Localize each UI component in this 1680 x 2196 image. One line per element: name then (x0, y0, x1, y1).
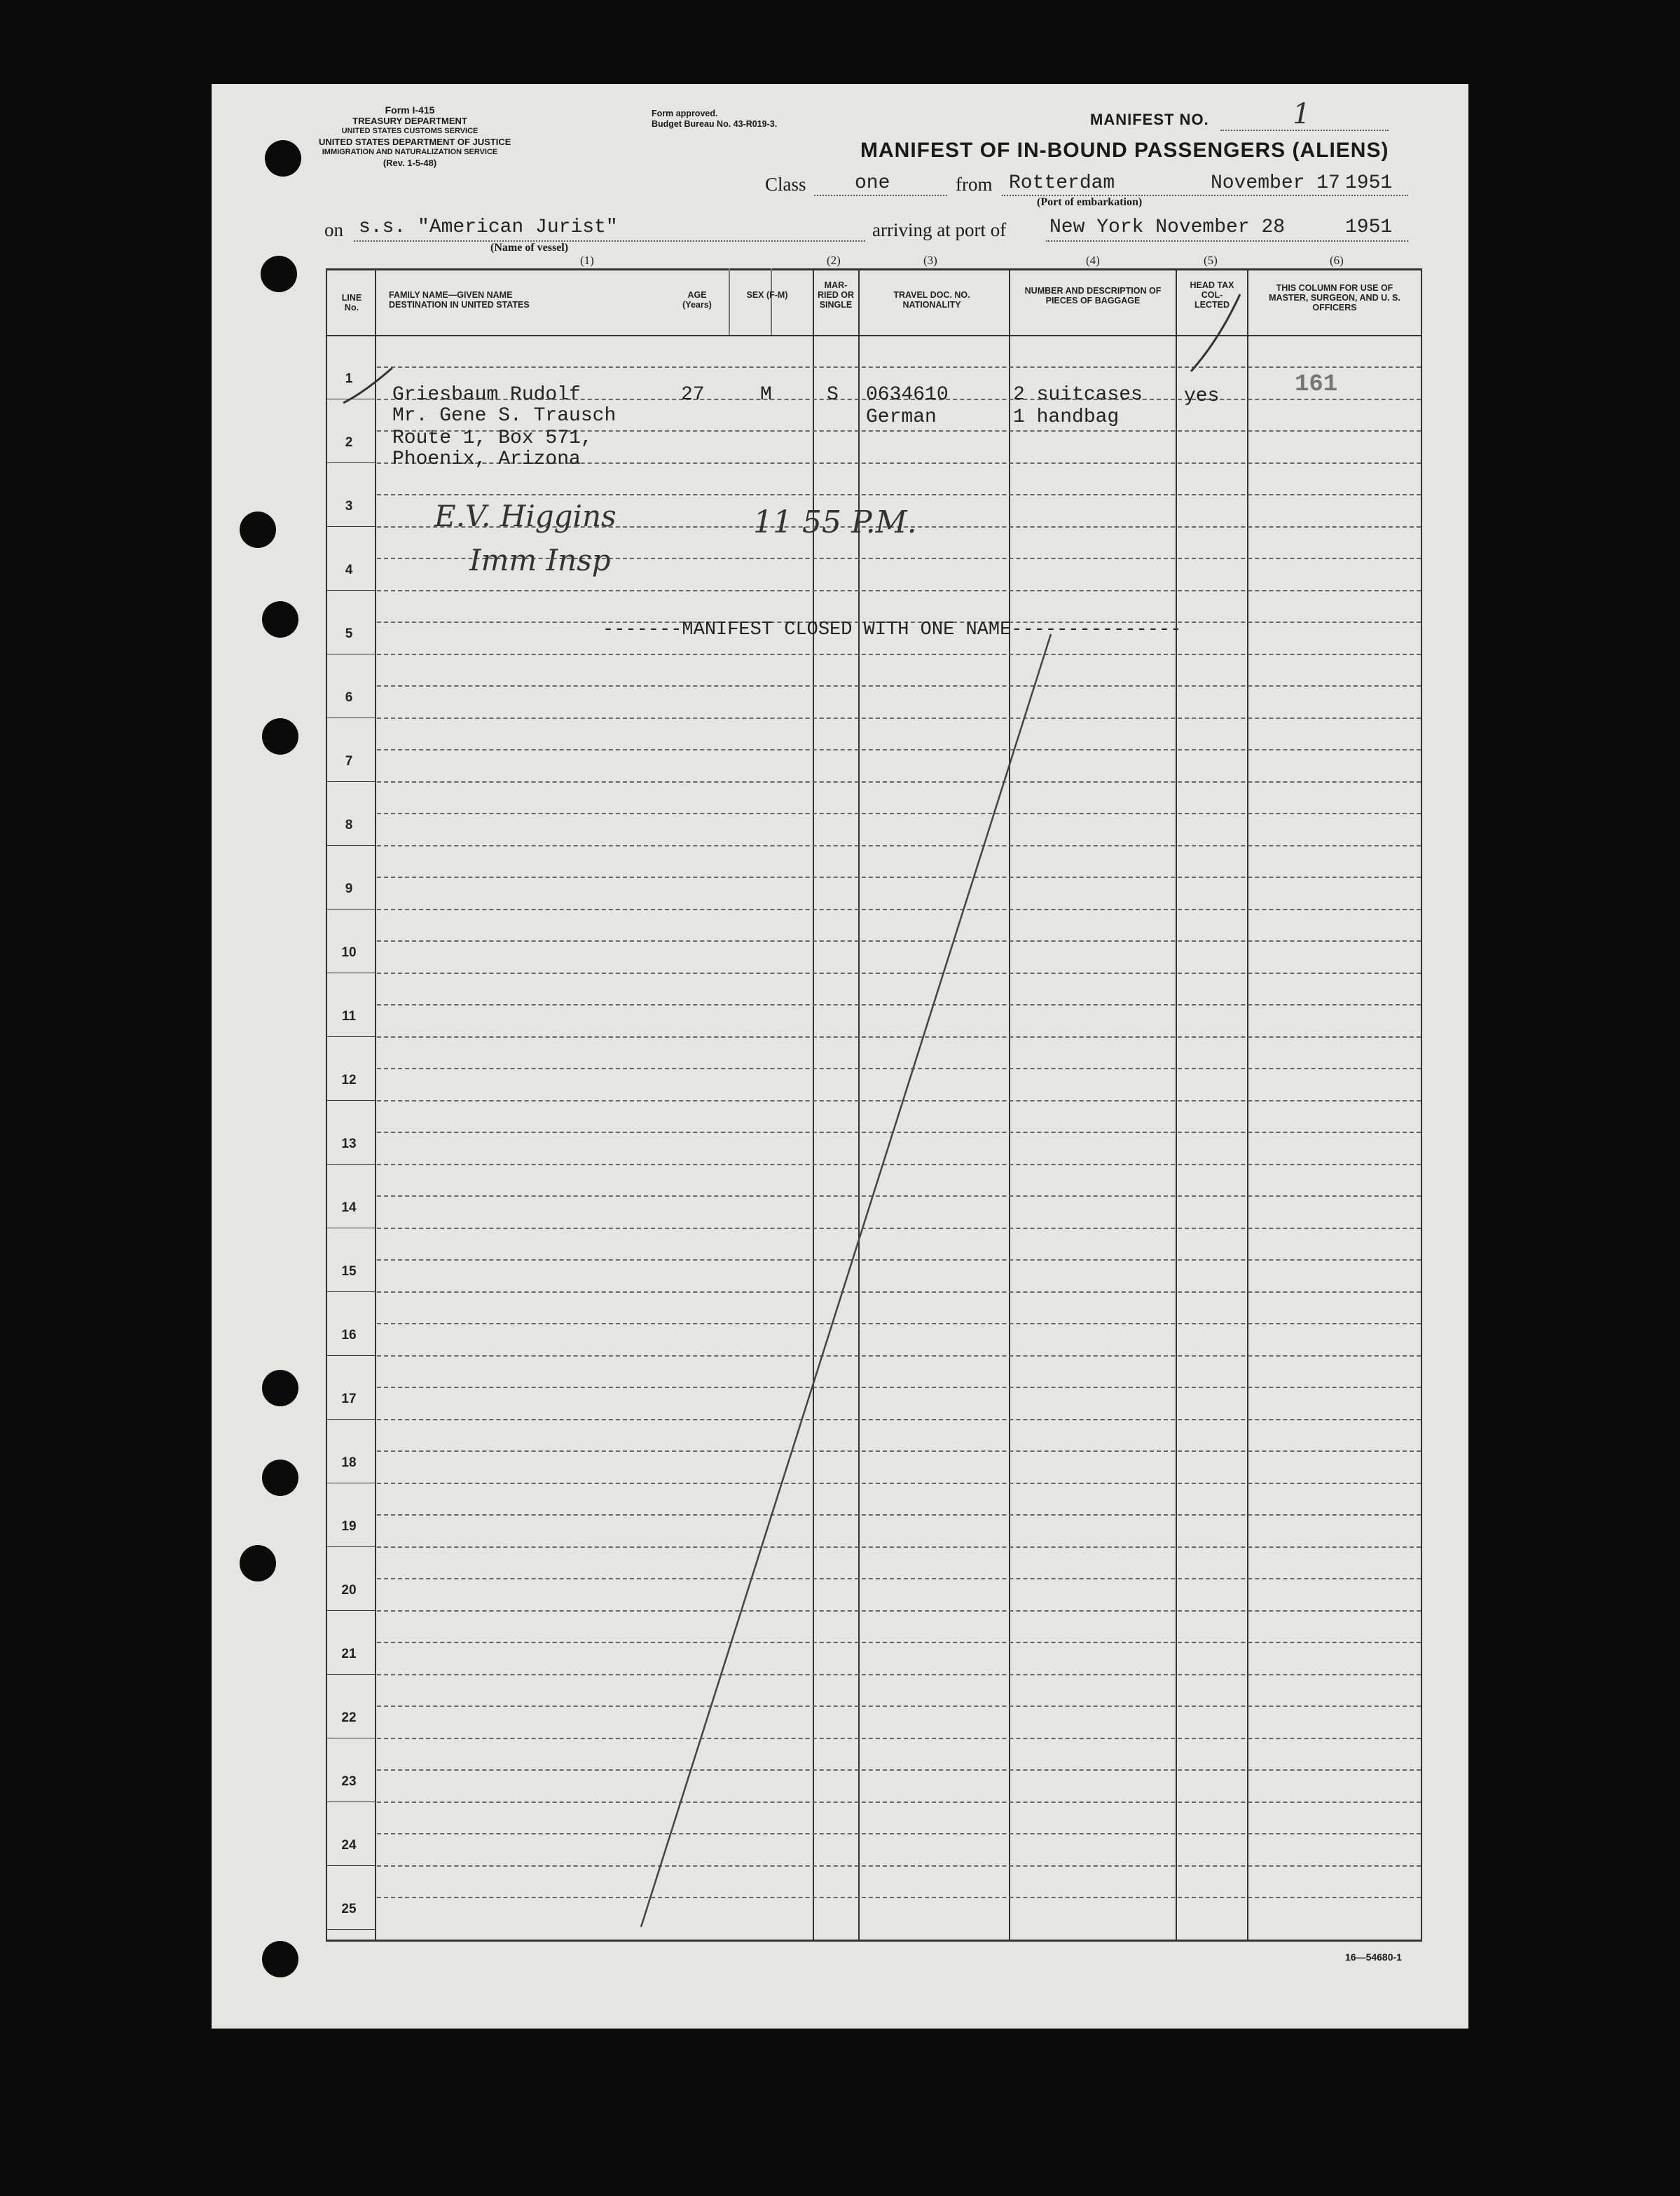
line-number: 21 (341, 1647, 357, 1661)
column-number: (4) (1086, 254, 1100, 267)
on-label: on (324, 219, 343, 240)
line-no-rule (326, 1164, 375, 1165)
line-no-rule (326, 845, 375, 846)
header-baggage: NUMBER AND DESCRIPTION OF PIECES OF BAGGAGE (1024, 286, 1162, 306)
row-rule (377, 494, 1421, 495)
binder-hole (261, 256, 297, 292)
line-number: 10 (341, 945, 357, 960)
line-no-rule (326, 590, 375, 591)
column-number: (5) (1204, 254, 1218, 267)
header-sex: SEX (F-M) (746, 290, 788, 300)
passenger-name: Griesbaum Rudolf (392, 384, 581, 406)
line-no-rule (326, 1610, 375, 1611)
line-no-rule (326, 462, 375, 463)
line-no-rule (326, 909, 375, 910)
page-title: MANIFEST OF IN-BOUND PASSENGERS (ALIENS) (860, 139, 1389, 162)
table-right-rule (1421, 268, 1422, 1941)
from-value: Rotterdam (1009, 172, 1115, 194)
line-number: 14 (341, 1200, 357, 1215)
class-line (814, 195, 947, 196)
customs-service: UNITED STATES CUSTOMS SERVICE (341, 127, 478, 135)
inspector-title: Imm Insp (469, 543, 611, 577)
passenger-age: 27 (681, 384, 705, 406)
binder-hole (262, 1370, 298, 1406)
line-number: 6 (345, 690, 353, 705)
table-bottom-rule (326, 1940, 1422, 1942)
header-bottom-rule (326, 335, 1422, 336)
row-rule (377, 366, 1421, 368)
line-no-rule (326, 1419, 375, 1420)
line-number: 25 (341, 1902, 357, 1916)
line-no-rule (326, 1674, 375, 1675)
destination-line-1: Mr. Gene S. Trausch (392, 405, 617, 427)
binder-hole (265, 140, 301, 177)
line-no-rule (326, 1100, 375, 1101)
vessel-caption: (Name of vessel) (490, 242, 569, 254)
revision-date: (Rev. 1-5-48) (383, 158, 437, 168)
line-number: 18 (341, 1455, 357, 1470)
arrival-value: New York November 28 (1049, 217, 1286, 238)
line-no-rule (326, 1546, 375, 1547)
column-divider (771, 268, 772, 335)
header-travel-doc: TRAVEL DOC. NO. NATIONALITY (893, 290, 970, 310)
column-number: (6) (1330, 254, 1344, 267)
line-no-rule (326, 526, 375, 527)
vessel-line (354, 240, 865, 242)
line-number: 2 (345, 435, 353, 450)
header-officers: THIS COLUMN FOR USE OF MASTER, SURGEON, AND U. S. OFFICERS (1269, 283, 1400, 313)
header-line-no: LINE No. (341, 293, 362, 313)
destination-line-2: Route 1, Box 571, (392, 427, 593, 449)
line-number: 4 (345, 563, 353, 577)
column-number: (2) (827, 254, 841, 267)
officer-note: 161 (1295, 371, 1338, 398)
column-divider (729, 268, 730, 335)
nationality: German (866, 406, 937, 428)
arrival-year: 1951 (1345, 217, 1393, 238)
line-number: 19 (341, 1519, 357, 1534)
line-number: 12 (341, 1073, 357, 1087)
line-number: 3 (345, 499, 353, 514)
form-number: Form I-415 (385, 104, 435, 116)
form-code: 16—54680-1 (1345, 1951, 1402, 1963)
line-no-rule (326, 781, 375, 782)
manifest-closed-notice: -------MANIFEST CLOSED WITH ONE NAME--------------- (603, 619, 1182, 640)
arrival-line (1046, 240, 1408, 242)
manifest-no-value: 1 (1293, 98, 1311, 130)
column-number: (3) (923, 254, 937, 267)
port-caption: (Port of embarkation) (1037, 196, 1143, 208)
binder-hole (262, 601, 298, 638)
line-number: 13 (341, 1137, 357, 1151)
line-number: 5 (345, 626, 353, 641)
line-number: 23 (341, 1774, 357, 1789)
table-left-rule (326, 268, 327, 1941)
line-number: 15 (341, 1264, 357, 1279)
line-number: 9 (345, 881, 353, 896)
from-label: from (956, 174, 993, 195)
header-married: MAR-RIED OR SINGLE (817, 280, 855, 310)
inspector-signature: E.V. Higgins (434, 499, 617, 533)
strike-line (631, 631, 1065, 1934)
line-number: 20 (341, 1583, 357, 1598)
header-name-destination: FAMILY NAME—GIVEN NAME DESTINATION IN UNITED STATES (389, 290, 530, 310)
column-divider (1247, 268, 1248, 1941)
line-number: 1 (345, 371, 353, 386)
line-no-rule (326, 1929, 375, 1930)
baggage-line-1: 2 suitcases (1013, 384, 1143, 406)
treasury-dept: TREASURY DEPARTMENT (352, 116, 467, 126)
line-number: 11 (341, 1009, 357, 1024)
passenger-sex: M (760, 384, 772, 406)
line-no-rule (326, 1291, 375, 1292)
line-number: 7 (345, 754, 353, 769)
form-block (319, 104, 511, 168)
approval-block (652, 109, 777, 130)
class-label: Class (765, 174, 806, 195)
binder-hole (240, 512, 276, 548)
travel-doc-number: 0634610 (866, 384, 949, 406)
form-approved: Form approved. (652, 109, 718, 118)
justice-dept: UNITED STATES DEPARTMENT OF JUSTICE (319, 137, 511, 147)
vessel-name: s.s. "American Jurist" (359, 217, 618, 238)
column-divider (375, 268, 376, 1941)
closing-time: 11 55 P.M. (753, 505, 917, 540)
binder-hole (262, 1941, 298, 1977)
arriving-label: arriving at port of (872, 219, 1007, 240)
column-divider (1176, 268, 1177, 1941)
line-number: 22 (341, 1710, 357, 1725)
check-mark-icon (336, 364, 399, 413)
manifest-no-label: MANIFEST NO. (1090, 111, 1209, 128)
line-no-rule (326, 1355, 375, 1356)
binder-hole (262, 1460, 298, 1496)
destination-line-3: Phoenix, Arizona (392, 448, 581, 470)
passenger-married: S (827, 384, 839, 406)
check-mark-icon (1184, 291, 1247, 375)
line-no-rule (326, 1036, 375, 1037)
budget-bureau: Budget Bureau No. 43-R019-3. (652, 119, 778, 129)
row-rule (377, 590, 1421, 591)
class-value: one (855, 172, 890, 194)
line-number: 16 (341, 1328, 357, 1343)
sailing-date: November 17 (1211, 172, 1340, 194)
sailing-year: 1951 (1345, 172, 1393, 194)
binder-hole (240, 1545, 276, 1581)
header-age: AGE (Years) (682, 290, 712, 310)
binder-hole (262, 718, 298, 755)
head-tax-value: yes (1184, 385, 1220, 407)
column-number: (1) (580, 254, 594, 267)
line-number: 17 (341, 1392, 357, 1406)
table-top-rule (326, 268, 1422, 270)
ins-service: IMMIGRATION AND NATURALIZATION SERVICE (322, 148, 498, 156)
baggage-line-2: 1 handbag (1013, 406, 1120, 428)
line-no-rule (326, 1865, 375, 1866)
line-number: 24 (341, 1838, 357, 1853)
header-head-tax: HEAD TAX COL-LECTED (1190, 280, 1234, 310)
line-number: 8 (345, 818, 353, 832)
